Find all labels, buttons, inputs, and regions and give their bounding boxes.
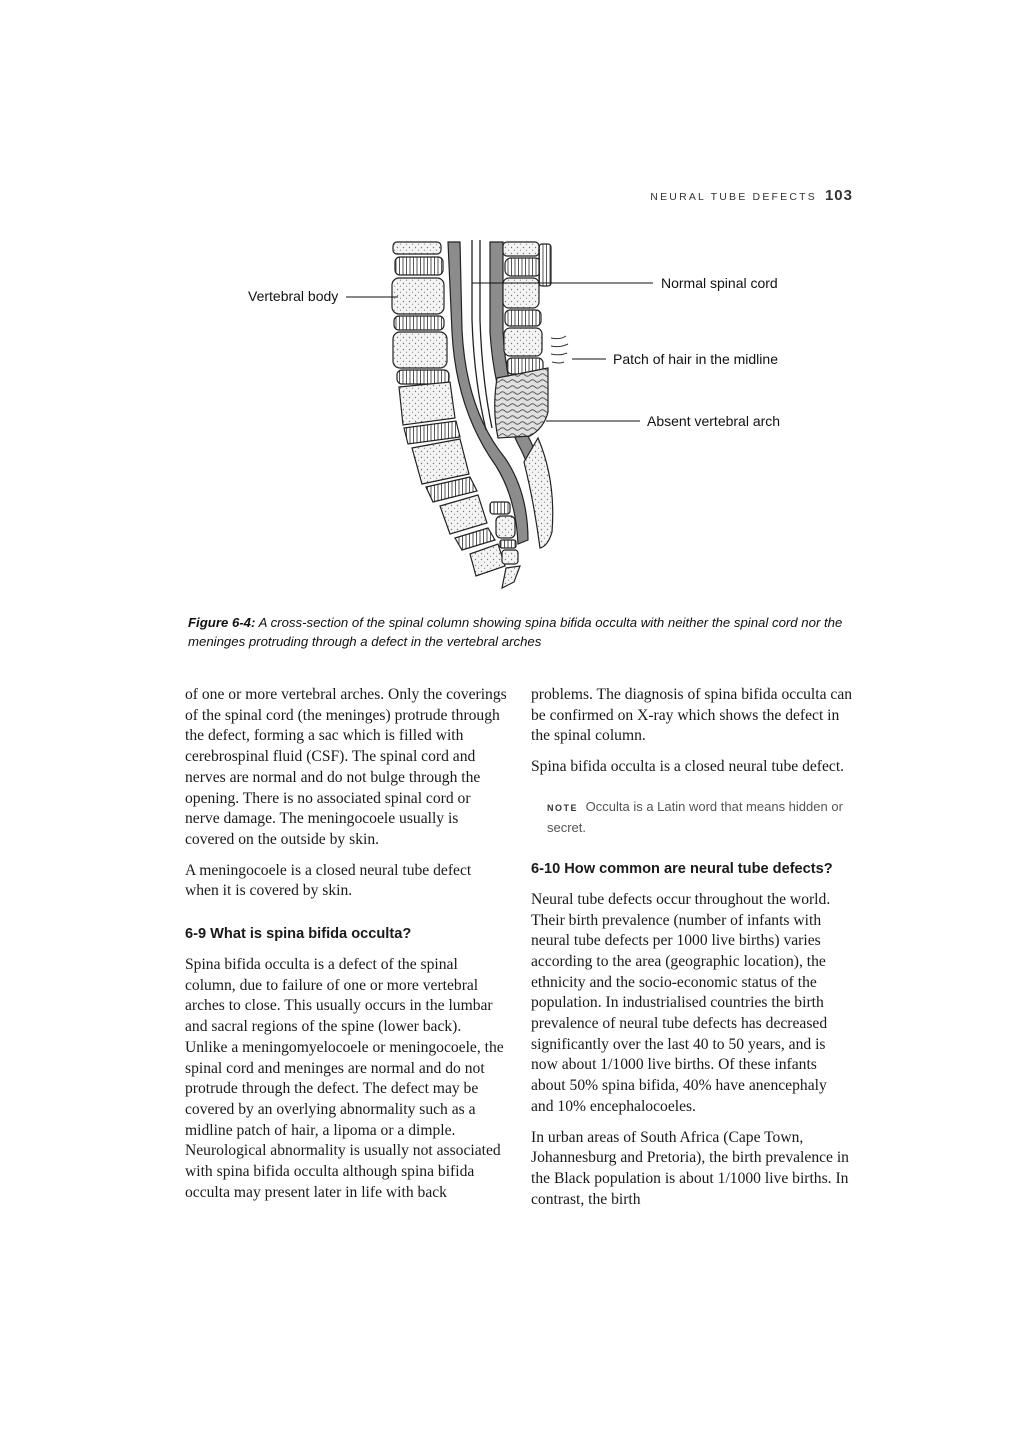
figure-caption (188, 613, 858, 651)
label-normal-spinal-cord: Normal spinal cord (661, 275, 778, 291)
left-paragraph-2: A meningocoele is a closed neural tube defect when it is covered by skin. (185, 861, 472, 900)
note-text: Occulta is a Latin word that means hidden or secret. (547, 798, 843, 835)
running-title: NEURAL TUBE DEFECTS (650, 191, 817, 203)
left-column (185, 685, 507, 1213)
page-number: 103 (824, 187, 853, 204)
heading-6-9: 6-9 What is spina bifida occulta? (185, 926, 412, 943)
label-absent-vertebral-arch: Absent vertebral arch (647, 413, 781, 429)
right-column (531, 685, 853, 1220)
label-vertebral-body: Vertebral body (248, 288, 339, 304)
heading-6-10: 6-10 How common are neural tube defects? (531, 860, 833, 877)
left-paragraph-3: Spina bifida occulta is a defect of the spinal column, due to failure of one or more vertebral arches to close. This usually occurs in the lumbar and sacral regions of the spine (lower back). Unlike a meningomyelocoele or meningocoele, the spinal cord and meninges are normal and do not protrude through the defect. The defect may be covered by an overlying abnormality such as a midline patch of hair, a lipoma or a dimple. Neurological abnormality is usually not associated with spina bifida occulta although spina bifida occulta may present later in life with back (185, 956, 504, 1201)
note-box (547, 797, 853, 837)
caption-label: Figure 6-4: (188, 615, 256, 630)
running-header (650, 187, 853, 204)
left-paragraph-1: of one or more vertebral arches. Only the coverings of the spinal cord (the meninges) protrude through the defect, forming a sac which is filled with cerebrospinal fluid (CSF). The spinal cord and nerves are normal and do not bulge through the opening. There is no associated spinal cord or nerve damage. The meningocoele usually is covered on the outside by skin. (185, 686, 507, 848)
right-paragraph-1: problems. The diagnosis of spina bifida occulta can be confirmed on X-ray which shows the defect in the spinal column. (531, 686, 853, 745)
hair-patch (551, 336, 568, 363)
right-paragraph-4: In urban areas of South Africa (Cape Town, Johannesburg and Pretoria), the birth prevalence in the Black population is about 1/1000 live births. In contrast, the birth (531, 1128, 849, 1208)
right-paragraph-2: Spina bifida occulta is a closed neural tube defect. (531, 758, 845, 776)
label-patch-of-hair: Patch of hair in the midline (613, 351, 778, 367)
spine-cross-section-figure (0, 240, 1024, 600)
note-tag: NOTE (547, 802, 579, 813)
vertebral-arches (503, 242, 551, 374)
right-paragraph-3: Neural tube defects occur throughout the world. Their birth prevalence (number of infants with neural tube defects per 1000 live births) varies according to the area (geographic location), the ethnicity and the socio-economic status of the population. In industrialised countries the birth prevalence of neural tube defects has decreased significantly over the last 40 to 50 years, and is now about 1/1000 live births. Of these infants about 50% spina bifida, 40% have anencephaly and 10% encephalocoeles. (531, 890, 831, 1115)
lipoma-defect-region (495, 368, 548, 438)
caption-text: A cross-section of the spinal column showing spina bifida occulta with neither the spinal cord nor the meninges protruding through a defect in the vertebral arches (188, 615, 843, 649)
